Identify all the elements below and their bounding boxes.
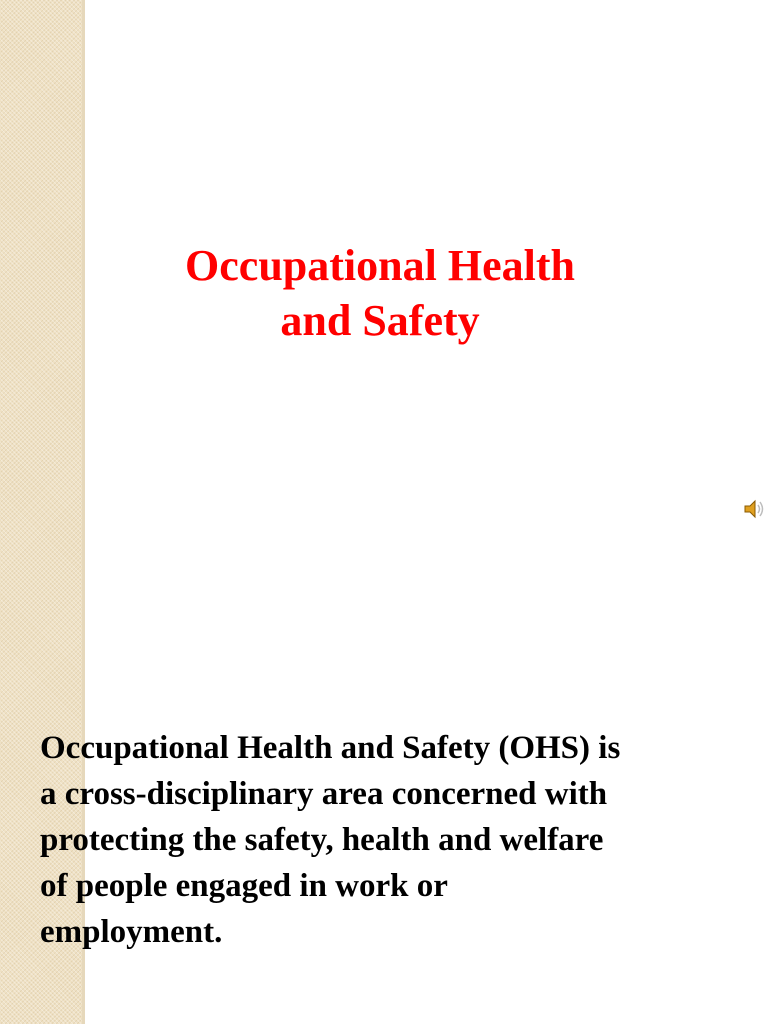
slide-body [40, 725, 760, 955]
slide-body-line-1: Occupational Health and Safety (OHS) is [40, 730, 621, 766]
slide-title-line-2: and Safety [280, 296, 480, 345]
slide-body-line-4: of people engaged in work or [40, 868, 448, 904]
slide-body-line-5: employment. [40, 914, 223, 950]
speaker-icon-graphic [742, 497, 766, 521]
slide-title-line-1: Occupational Health [185, 241, 575, 290]
slide-title [90, 238, 670, 348]
speaker-icon[interactable] [742, 497, 766, 521]
slide-body-line-2: a cross-disciplinary area concerned with [40, 776, 608, 812]
slide-body-line-3: protecting the safety, health and welfare [40, 822, 604, 858]
